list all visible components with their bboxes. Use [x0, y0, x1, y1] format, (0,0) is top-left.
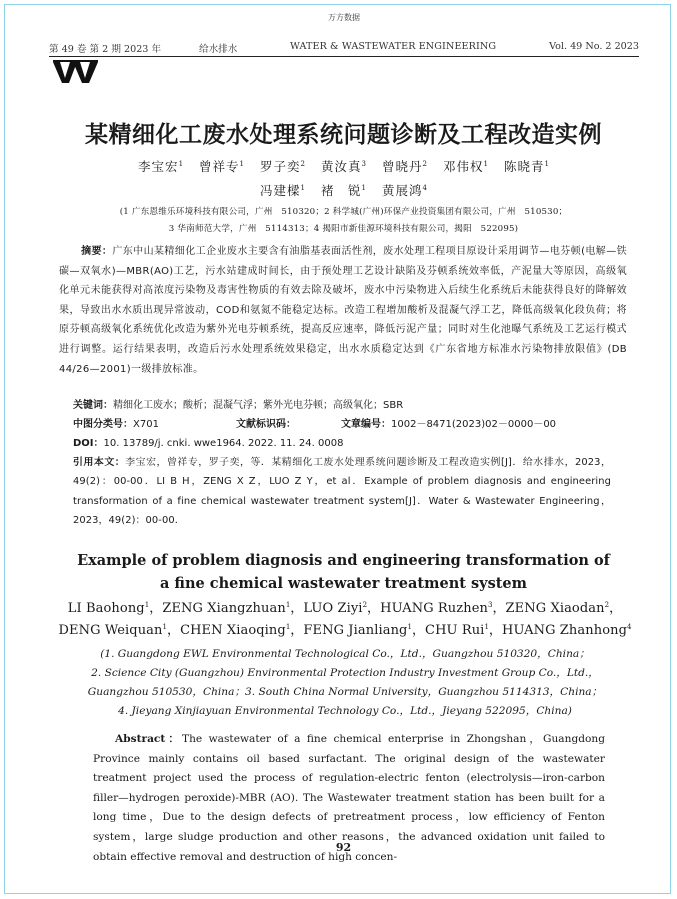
author-name: 李宝宏: [138, 159, 179, 174]
author-name: HUANG Ruzhen: [380, 601, 488, 616]
author-affiliation-mark: 1: [407, 622, 412, 631]
author-name: 邓伟权: [442, 159, 484, 174]
doi-label: DOI：: [73, 438, 104, 449]
author-name: 陈晓青: [503, 159, 545, 174]
author-affiliation-mark: 3: [361, 160, 366, 168]
clc-label: 中图分类号：: [73, 419, 133, 430]
author-cn: [138, 159, 183, 174]
author-en: [68, 601, 149, 616]
header-rule: [49, 56, 639, 57]
journal-name-en: WATER & WASTEWATER ENGINEERING: [290, 41, 497, 52]
author-name: ZENG Xiaodan: [505, 601, 605, 616]
author-name: CHEN Xiaoqing: [180, 622, 286, 638]
author-en: [425, 623, 489, 638]
author-en: [162, 601, 290, 616]
author-affiliation-mark: 2: [604, 601, 610, 609]
author-en: [380, 601, 492, 616]
author-affiliation-mark: 2: [300, 160, 305, 168]
author-en: [303, 623, 412, 638]
abstract-en-text: The wastewater of a fine chemical enterprise in Zhongshan，Guangdong Province mainly contains oil based surfactant. The original design of the wastewater treatment project used the process of regulation-electric fenton (electrolysis—iron-carbon filler—hydrogen peroxide)-MBR (AO). The Wastewater treatment station has been built for a long time，Due to the design defects of pretreatment process，low efficiency of Fenton system，large sludge production and other reasons，the advanced oxidation unit failed to obtain effective removal and destruction of high concen-: [93, 733, 605, 863]
abstract-cn-label: 摘要：: [81, 246, 113, 257]
author-name: 黄汝真: [321, 159, 362, 174]
author-name: FENG Jianliang: [303, 622, 408, 638]
article-title-cn: 某精细化工废水处理系统问题诊断及工程改造实例: [85, 122, 602, 148]
author-name: 曾晓丹: [381, 159, 423, 174]
article-number-value: 1002－8471(2023)02－0000－00: [391, 419, 557, 430]
abstract-cn: [59, 242, 627, 379]
author-cn: [321, 183, 366, 198]
author-list-cn: [45, 155, 642, 203]
affiliation-line: (1. Guangdong EWL Environmental Technological Co.，Ltd.，Guangzhou 510320，China；: [100, 648, 590, 660]
author-name: DENG Weiquan: [58, 622, 163, 638]
author-affiliation-mark: 1: [300, 184, 305, 192]
author-affiliation-mark: 1: [239, 160, 245, 168]
doc-code-label: 文献标识码：: [236, 419, 296, 430]
author-cn: [443, 159, 488, 174]
author-name: 冯建樑: [260, 183, 301, 198]
citation-text: 李宝宏，曾祥专，罗子奕，等．某精细化工废水处理系统问题诊断及工程改造实例[J]．给水排水，2023，49(2)：00-00．LI B H，ZENG X Z，LUO Z Y，et al．Example of problem diagnosis and engineering transformation of a fine chemical wastewater treatment system[J]．Water & Wastewater Engineering，2023，49(2)：00-00．: [73, 457, 611, 526]
citation-label: 引用本文：: [73, 457, 126, 468]
volume-label: Vol. 49 No. 2 2023: [549, 41, 639, 52]
title-en-line: a fine chemical wastewater treatment system: [159, 575, 527, 592]
author-name: LI Baohong: [67, 601, 145, 616]
author-name: LUO Ziyi: [303, 601, 363, 616]
author-affiliation-mark: 4: [422, 184, 427, 192]
author-affiliation-mark: 4: [627, 622, 632, 631]
author-en: [180, 623, 290, 638]
author-en: [506, 601, 610, 616]
author-affiliation-mark: 1: [544, 160, 549, 168]
author-affiliation-mark: 2: [362, 601, 368, 609]
author-cn: [260, 159, 305, 174]
author-affiliation-mark: 1: [285, 622, 291, 631]
author-affiliation-mark: 1: [483, 160, 488, 168]
author-cn: [504, 159, 549, 174]
author-cn: [321, 159, 366, 174]
author-name: 褚 锐: [321, 183, 362, 198]
author-name: ZENG Xiangzhuan: [162, 601, 286, 616]
journal-logo-icon: [53, 60, 99, 84]
abstract-cn-text: 广东中山某精细化工企业废水主要含有油脂基表面活性剂，废水处理工程项目原设计采用调节—电芬顿(电解—铁碳—双氧水)—MBR(AO)工艺，污水站建成时间长，由于预处理工艺设计缺陷及芬顿系统效率低，产泥量大等原因，高级氧化单元未能获得对高浓度污染物及毒害性物质的有效去除及破坏，废水中污染物进入后续生化系统后未能获得良好的降解效果，导致出水水质出现异常波动，COD和氨氮不能稳定达标。改造工程增加酸析及混凝气浮工艺，降低高级氧化段负荷；将原芬顿高级氧化系统优化改造为紫外光电芬顿系统，提高反应速率，降低污泥产量；同时对生化池曝气系统及工艺运行模式进行调整。运行结果表明，改造后污水处理系统效果稳定，出水水质稳定达到《广东省地方标准水污染物排放限值》(DB 44/26—2001)一级排放标准。: [59, 246, 627, 375]
author-name: 罗子奕: [260, 159, 301, 174]
author-en: [502, 623, 631, 638]
doi-row: [73, 434, 633, 453]
issue-label: 第 49 卷 第 2 期 2023 年: [49, 44, 162, 55]
author-name: 黄展鸿: [381, 183, 423, 198]
author-affiliation-mark: 1: [178, 160, 184, 168]
keywords-text: 精细化工废水；酸析；混凝气浮；紫外光电芬顿；高级氧化；SBR: [113, 400, 404, 411]
author-name: CHU Rui: [425, 622, 485, 638]
classification-row: [73, 415, 633, 434]
author-affiliation-mark: 3: [487, 601, 493, 609]
author-cn: [382, 159, 427, 174]
author-affiliation-mark: 1: [162, 622, 167, 631]
running-header: [49, 41, 639, 55]
affiliation-line: 2. Science City (Guangzhou) Environmental Protection Industry Investment Group Co.，Ltd.，: [91, 667, 599, 679]
affiliations-en: [61, 645, 629, 721]
author-affiliation-mark: 1: [484, 622, 489, 631]
author-affiliation-mark: 1: [144, 601, 150, 609]
title-en-line: Example of problem diagnosis and engineering transformation of: [77, 552, 610, 569]
author-cn: [382, 183, 427, 198]
author-affiliation-mark: 1: [285, 601, 291, 609]
keywords: [73, 396, 633, 415]
affiliation-line: Guangzhou 510530，China；3. South China Normal University，Guangzhou 5114313，China；: [87, 686, 603, 698]
clc-value: X701: [133, 419, 159, 430]
keywords-label: 关键词：: [73, 400, 113, 411]
author-name: 曾祥专: [199, 159, 240, 174]
author-en: [303, 601, 367, 616]
journal-name-cn: 给水排水: [199, 44, 238, 55]
author-list-en: LI Baohong$^1$，ZENG Xiangzhuan$^1$，LUO Ziyi$^2$，HUANG Ruzhen$^3$，ZENG Xiaodan$^2$，DENG Weiquan$^1$，CHEN Xiaoqing$^1$，FENG Jianliang$^1$，CHU Rui$^1$，HUANG Zhanhong$^4$: [58, 601, 632, 638]
affiliation-line: 4. Jieyang Xinjiayuan Environmental Technology Co.，Ltd.，Jieyang 522095，China): [118, 705, 572, 717]
abstract-en-label: Abstract：: [115, 733, 183, 745]
page-number: 92: [335, 841, 352, 854]
author-affiliation-mark: 1: [361, 184, 366, 192]
author-name: HUANG Zhanhong: [502, 622, 628, 638]
article-title-en: [45, 549, 642, 595]
page-top-mark: 万方数据: [328, 13, 360, 22]
author-cn: [260, 183, 305, 198]
author-cn: [199, 159, 244, 174]
doi-value[interactable]: 10. 13789/j. cnki. wwe1964. 2022. 11. 24. 0008: [103, 438, 344, 449]
author-en: [59, 623, 167, 638]
author-affiliation-mark: 2: [422, 160, 427, 168]
affiliations-cn: [45, 204, 642, 238]
affiliation-line: (1 广东恩维乐环境科技有限公司，广州 510320；2 科学城(广州)环保产业投资集团有限公司，广州 510530；: [119, 207, 568, 217]
article-number-label: 文章编号：: [341, 419, 391, 430]
citation: [73, 453, 611, 530]
page-frame: [4, 4, 671, 894]
affiliation-line: 3 华南师范大学，广州 5114313；4 揭阳市新佳源环境科技有限公司，揭阳 522095): [168, 224, 519, 234]
